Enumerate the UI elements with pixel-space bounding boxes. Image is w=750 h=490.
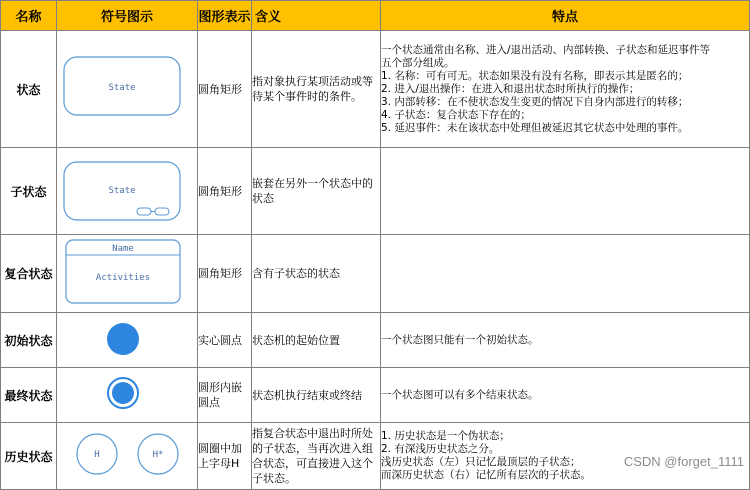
feature-line: 一个状态通常由名称、进入/退出活动、内部转换、子状态和延迟事件等	[381, 43, 711, 56]
row-shape: 圆角矩形	[198, 31, 252, 148]
feature-line: 五个部分组成。	[381, 56, 455, 69]
header-features: 特点	[381, 1, 750, 31]
feature-line: 而深历史状态（右）记忆所有层次的子状态。	[381, 469, 591, 481]
header-symbol: 符号图示	[57, 1, 198, 31]
watermark: CSDN @forget_1111	[623, 454, 744, 469]
row-shape: 圆圈中加上字母H	[198, 423, 252, 490]
table-row	[1, 235, 750, 313]
composite-name-label: Name	[112, 244, 134, 254]
feature-line: 3. 内部转移：在不使状态发生变更的情况下自身内部进行的转移；	[381, 95, 689, 108]
row-name: 子状态	[1, 148, 57, 235]
shallow-history-label: H	[94, 450, 100, 460]
row-features	[381, 31, 750, 148]
table-row	[1, 31, 750, 148]
feature-line: 浅历史状态（左）只记忆最顶层的子状态；	[381, 456, 581, 468]
feature-line: 4. 子状态：复合状态下存在的；	[381, 108, 531, 121]
row-name: 最终状态	[1, 368, 57, 423]
composite-state-icon	[57, 235, 198, 308]
feature-line: 2. 有深浅历史状态之分。	[381, 443, 500, 455]
table-row	[1, 313, 750, 368]
composite-activities-label: Activities	[95, 273, 151, 283]
initial-dot-icon	[57, 313, 198, 363]
feature-line: 1. 名称：可有可无。状态如果没有没有名称，即表示其是匿名的；	[381, 69, 689, 82]
row-shape: 圆角矩形	[198, 148, 252, 235]
row-shape: 圆角矩形	[198, 235, 252, 313]
state-rounded-rect-icon	[57, 31, 198, 143]
history-circles-icon	[57, 423, 198, 485]
history-symbol	[57, 423, 198, 490]
row-features	[381, 368, 750, 423]
feature-line: 5. 延迟事件：未在该状态中处理但被延迟其它状态中处理的事件。	[381, 121, 689, 134]
feature-line: 一个状态图可以有多个结束状态。	[381, 388, 539, 401]
row-name: 复合状态	[1, 235, 57, 313]
row-meaning: 含有子状态的状态	[252, 235, 381, 313]
final-symbol	[57, 368, 198, 423]
row-name: 历史状态	[1, 423, 57, 490]
row-name: 初始状态	[1, 313, 57, 368]
row-features	[381, 235, 750, 313]
row-features	[381, 148, 750, 235]
feature-line: 1. 历史状态是一个伪状态；	[381, 430, 510, 442]
header-name: 名称	[1, 1, 57, 31]
deep-history-label: H*	[152, 450, 164, 460]
initial-symbol	[57, 313, 198, 368]
row-meaning: 指复合状态中退出时所处的子状态，当再次进入组合状态，可直接进入这个子状态。	[252, 423, 381, 490]
row-features	[381, 313, 750, 368]
final-bullseye-icon	[57, 368, 198, 418]
substate-rounded-rect-icon	[57, 148, 198, 230]
header-meaning: 含义	[252, 1, 381, 31]
feature-line: 2. 进入/退出操作：在进入和退出状态时所执行的操作；	[381, 82, 640, 95]
row-meaning: 嵌套在另外一个状态中的状态	[252, 148, 381, 235]
header-row	[1, 1, 750, 31]
feature-line: 一个状态图只能有一个初始状态。	[381, 333, 539, 346]
row-meaning: 状态机的起始位置	[252, 313, 381, 368]
state-symbol	[57, 31, 198, 148]
table-row	[1, 148, 750, 235]
row-meaning: 状态机执行结束或终结	[252, 368, 381, 423]
header-shape: 图形表示	[198, 1, 252, 31]
row-name: 状态	[1, 31, 57, 148]
row-shape: 圆形内嵌圆点	[198, 368, 252, 423]
row-shape: 实心圆点	[198, 313, 252, 368]
composite-symbol	[57, 235, 198, 313]
row-meaning: 指对象执行某项活动或等待某个事件时的条件。	[252, 31, 381, 148]
substate-label: State	[108, 186, 136, 196]
state-label: State	[108, 83, 136, 93]
substate-symbol	[57, 148, 198, 235]
table-row	[1, 368, 750, 423]
